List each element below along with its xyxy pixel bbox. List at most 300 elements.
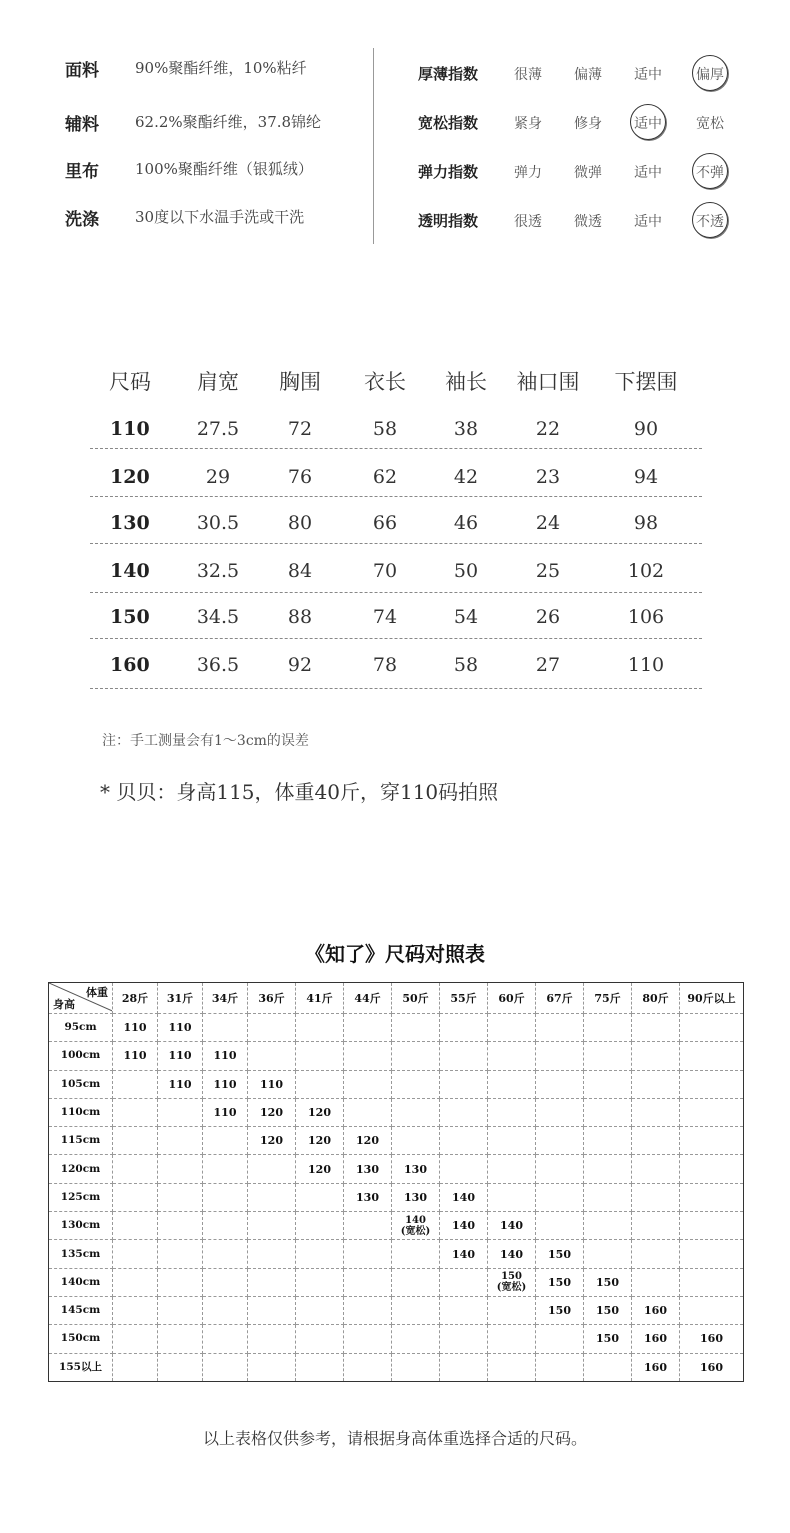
chart-row (49, 1155, 744, 1183)
chart-cell (488, 1155, 536, 1183)
chart-cell (440, 1098, 488, 1126)
index-option: 微透 (574, 214, 602, 230)
chart-cell (536, 1042, 584, 1070)
index-label: 透明指数 (418, 212, 479, 230)
chart-cell: 160 (632, 1325, 680, 1353)
size-table-header: 尺码 (109, 370, 151, 394)
chart-cell (536, 1325, 584, 1353)
chart-row (49, 1042, 744, 1070)
material-label: 面料 (65, 61, 99, 81)
index-option: 不弹 (696, 165, 724, 181)
chart-cell (440, 1042, 488, 1070)
chart-cell (113, 1296, 158, 1324)
chart-cell (584, 1240, 632, 1268)
chart-cell (113, 1212, 158, 1240)
chart-cell (203, 1353, 248, 1381)
index-option: 很薄 (514, 67, 542, 83)
chart-cell (536, 1014, 584, 1042)
chart-cell (158, 1212, 203, 1240)
chart-cell (488, 1183, 536, 1211)
chart-cell (248, 1183, 296, 1211)
size-table-cell: 22 (535, 418, 561, 440)
corner-height-label: 身高 (53, 998, 75, 1011)
chart-cell (584, 1098, 632, 1126)
index-option: 适中 (634, 116, 662, 132)
chart-cell (113, 1155, 158, 1183)
size-table-cell: 50 (453, 560, 479, 582)
size-table-cell: 66 (372, 512, 398, 534)
size-table-size: 150 (110, 606, 150, 628)
chart-cell: 140 (440, 1212, 488, 1240)
height-header: 125cm (49, 1183, 113, 1211)
model-info: * 贝贝：身高115，体重40斤，穿110码拍照 (100, 780, 499, 804)
chart-cell (113, 1325, 158, 1353)
index-option: 弹力 (514, 165, 542, 181)
chart-cell: 110 (113, 1014, 158, 1042)
chart-cell (158, 1296, 203, 1324)
size-table-cell: 90 (633, 418, 659, 440)
index-option: 很透 (514, 214, 542, 230)
chart-cell (203, 1183, 248, 1211)
size-table-size: 130 (110, 512, 150, 534)
height-header: 95cm (49, 1014, 113, 1042)
chart-cell (488, 1127, 536, 1155)
chart-cell (488, 1325, 536, 1353)
chart-cell (392, 1296, 440, 1324)
chart-cell (392, 1212, 440, 1240)
chart-cell (203, 1127, 248, 1155)
chart-cell (113, 1353, 158, 1381)
chart-cell: 110 (248, 1070, 296, 1098)
chart-row (49, 1183, 744, 1211)
chart-cell (680, 1296, 744, 1324)
chart-cell (296, 1325, 344, 1353)
size-table-size: 110 (110, 418, 150, 440)
chart-cell (680, 1098, 744, 1126)
chart-cell: 120 (296, 1155, 344, 1183)
chart-cell (296, 1014, 344, 1042)
chart-cell: 120 (296, 1127, 344, 1155)
chart-cell: 140 (488, 1240, 536, 1268)
row-divider (90, 638, 702, 639)
index-option: 适中 (634, 165, 662, 181)
size-table-cell: 27.5 (196, 418, 240, 440)
size-table-cell: 25 (535, 560, 561, 582)
size-table-cell: 58 (453, 654, 479, 676)
index-label: 宽松指数 (418, 114, 479, 132)
size-table-cell: 32.5 (196, 560, 240, 582)
size-table-cell: 29 (205, 466, 231, 488)
chart-cell-note: (宽松) (496, 1282, 527, 1294)
chart-cell (392, 1325, 440, 1353)
index-option: 偏厚 (696, 67, 724, 83)
chart-cell (248, 1325, 296, 1353)
chart-cell (488, 1268, 536, 1296)
chart-cell: 150 (536, 1296, 584, 1324)
size-table-size: 140 (110, 560, 150, 582)
chart-cell (536, 1155, 584, 1183)
chart-cell: 120 (248, 1098, 296, 1126)
chart-cell (113, 1098, 158, 1126)
chart-cell (296, 1042, 344, 1070)
selected-circle-icon (692, 55, 728, 91)
chart-cell (248, 1014, 296, 1042)
size-table-cell: 54 (453, 606, 479, 628)
chart-cell (248, 1296, 296, 1324)
chart-cell (296, 1183, 344, 1211)
chart-cell: 160 (632, 1353, 680, 1381)
chart-cell: 140 (488, 1212, 536, 1240)
chart-cell (440, 1070, 488, 1098)
chart-cell: 150 (584, 1296, 632, 1324)
chart-cell (632, 1014, 680, 1042)
chart-cell: 130 (392, 1155, 440, 1183)
height-header: 100cm (49, 1042, 113, 1070)
material-value: 100%聚酯纤维（银狐绒） (135, 160, 313, 178)
index-option: 修身 (574, 116, 602, 132)
height-header: 145cm (49, 1296, 113, 1324)
weight-header: 34斤 (203, 983, 248, 1014)
chart-cell: 150 (536, 1268, 584, 1296)
chart-cell (113, 1268, 158, 1296)
chart-cell (488, 1014, 536, 1042)
chart-cell (248, 1240, 296, 1268)
chart-cell (203, 1296, 248, 1324)
chart-cell: 150 (584, 1325, 632, 1353)
chart-cell (440, 1014, 488, 1042)
index-label: 厚薄指数 (418, 65, 479, 83)
height-header: 140cm (49, 1268, 113, 1296)
chart-title: 《知了》尺码对照表 (305, 942, 485, 966)
size-table-cell: 24 (535, 512, 561, 534)
chart-cell (248, 1042, 296, 1070)
chart-cell: 130 (344, 1155, 392, 1183)
index-option: 宽松 (696, 116, 724, 132)
material-label: 洗涤 (65, 210, 99, 230)
chart-cell (488, 1098, 536, 1126)
height-header: 130cm (49, 1212, 113, 1240)
index-option: 偏薄 (574, 67, 602, 83)
chart-cell: 160 (632, 1296, 680, 1324)
chart-cell (680, 1268, 744, 1296)
chart-cell: 120 (296, 1098, 344, 1126)
corner-weight-label: 体重 (86, 986, 108, 999)
weight-header: 90斤以上 (680, 983, 744, 1014)
chart-cell (536, 1127, 584, 1155)
chart-cell (203, 1212, 248, 1240)
chart-cell (344, 1014, 392, 1042)
measurement-note: 注：手工测量会有1～3cm的误差 (102, 733, 309, 749)
size-table-cell: 26 (535, 606, 561, 628)
chart-cell (488, 1353, 536, 1381)
chart-cell-note: (宽松) (400, 1225, 431, 1237)
size-comparison-table (48, 982, 744, 1382)
size-table-cell: 27 (535, 654, 561, 676)
chart-cell (113, 1127, 158, 1155)
chart-cell (632, 1070, 680, 1098)
chart-cell (680, 1070, 744, 1098)
chart-cell (158, 1268, 203, 1296)
chart-cell (392, 1268, 440, 1296)
index-option: 不透 (696, 214, 724, 230)
chart-cell (680, 1212, 744, 1240)
weight-header: 44斤 (344, 983, 392, 1014)
weight-header: 41斤 (296, 983, 344, 1014)
chart-cell (680, 1183, 744, 1211)
material-value: 30度以下水温手洗或干洗 (135, 208, 305, 226)
chart-cell (344, 1098, 392, 1126)
material-label: 辅料 (65, 115, 99, 135)
size-table-cell: 46 (453, 512, 479, 534)
size-table-cell: 42 (453, 466, 479, 488)
size-table-cell: 70 (372, 560, 398, 582)
chart-cell: 160 (680, 1353, 744, 1381)
size-table-header: 袖口围 (516, 370, 580, 394)
chart-cell (248, 1268, 296, 1296)
weight-header: 67斤 (536, 983, 584, 1014)
chart-cell: 110 (113, 1042, 158, 1070)
chart-cell (632, 1212, 680, 1240)
index-option: 微弹 (574, 165, 602, 181)
size-table-cell: 36.5 (196, 654, 240, 676)
chart-row (49, 1325, 744, 1353)
chart-cell (158, 1127, 203, 1155)
chart-cell (248, 1353, 296, 1381)
height-header: 135cm (49, 1240, 113, 1268)
chart-cell (680, 1127, 744, 1155)
chart-cell: 110 (203, 1070, 248, 1098)
chart-cell (632, 1183, 680, 1211)
size-table-size: 160 (110, 654, 150, 676)
chart-cell (392, 1070, 440, 1098)
row-divider (90, 543, 702, 544)
chart-cell (296, 1212, 344, 1240)
row-divider (90, 448, 702, 449)
chart-cell: 110 (158, 1070, 203, 1098)
index-option: 适中 (634, 214, 662, 230)
index-option: 紧身 (514, 116, 542, 132)
chart-cell (488, 1070, 536, 1098)
size-table-cell: 30.5 (196, 512, 240, 534)
size-table-size: 120 (110, 466, 150, 488)
size-table-cell: 80 (287, 512, 313, 534)
size-table-cell: 106 (627, 606, 665, 628)
height-header: 110cm (49, 1098, 113, 1126)
chart-cell (344, 1070, 392, 1098)
chart-cell (584, 1070, 632, 1098)
weight-header: 50斤 (392, 983, 440, 1014)
chart-cell (344, 1042, 392, 1070)
chart-cell (392, 1042, 440, 1070)
chart-cell (632, 1155, 680, 1183)
chart-row (49, 1014, 744, 1042)
height-header: 155以上 (49, 1353, 113, 1381)
chart-cell (392, 1127, 440, 1155)
size-table-cell: 84 (287, 560, 313, 582)
size-table-cell: 62 (372, 466, 398, 488)
index-label: 弹力指数 (418, 163, 479, 181)
chart-cell (584, 1014, 632, 1042)
chart-cell (392, 1240, 440, 1268)
size-table-cell: 94 (633, 466, 659, 488)
chart-cell (440, 1325, 488, 1353)
chart-row (49, 1127, 744, 1155)
size-table-cell: 76 (287, 466, 313, 488)
weight-header: 80斤 (632, 983, 680, 1014)
chart-cell (680, 1042, 744, 1070)
chart-cell: 130 (344, 1183, 392, 1211)
chart-cell: 120 (248, 1127, 296, 1155)
chart-cell (296, 1353, 344, 1381)
chart-cell (632, 1042, 680, 1070)
weight-header: 28斤 (113, 983, 158, 1014)
chart-cell (344, 1325, 392, 1353)
material-value: 90%聚酯纤维，10%粘纤 (135, 59, 307, 77)
size-table-cell: 72 (287, 418, 313, 440)
chart-cell: 140 (440, 1183, 488, 1211)
chart-cell (584, 1155, 632, 1183)
weight-header: 55斤 (440, 983, 488, 1014)
chart-cell (296, 1296, 344, 1324)
size-table-header: 下摆围 (614, 370, 678, 394)
chart-cell (584, 1127, 632, 1155)
size-table-cell: 88 (287, 606, 313, 628)
chart-row (49, 1296, 744, 1324)
chart-cell (536, 1212, 584, 1240)
chart-row (49, 1268, 744, 1296)
chart-cell (158, 1183, 203, 1211)
chart-cell (248, 1155, 296, 1183)
chart-cell (392, 1353, 440, 1381)
corner-header (49, 983, 113, 1014)
chart-cell (536, 1098, 584, 1126)
chart-row (49, 1098, 744, 1126)
height-header: 115cm (49, 1127, 113, 1155)
size-table-cell: 98 (633, 512, 659, 534)
chart-cell (392, 1014, 440, 1042)
chart-cell (584, 1183, 632, 1211)
footer-note: 以上表格仅供参考，请根据身高体重选择合适的尺码。 (202, 1429, 587, 1448)
weight-header: 75斤 (584, 983, 632, 1014)
chart-cell (632, 1240, 680, 1268)
chart-cell: 130 (392, 1183, 440, 1211)
height-header: 150cm (49, 1325, 113, 1353)
height-header: 105cm (49, 1070, 113, 1098)
chart-cell (113, 1070, 158, 1098)
chart-cell (440, 1353, 488, 1381)
size-table-header: 衣长 (364, 370, 406, 394)
chart-cell (440, 1155, 488, 1183)
chart-row (49, 1212, 744, 1240)
chart-cell: 160 (680, 1325, 744, 1353)
size-table-cell: 102 (627, 560, 665, 582)
index-option: 适中 (634, 67, 662, 83)
selected-circle-icon (630, 104, 666, 140)
chart-cell (680, 1155, 744, 1183)
selected-circle-icon (692, 153, 728, 189)
chart-cell (158, 1155, 203, 1183)
chart-cell (488, 1296, 536, 1324)
chart-cell (536, 1353, 584, 1381)
vertical-divider (373, 48, 374, 244)
weight-header: 31斤 (158, 983, 203, 1014)
size-table-header: 袖长 (445, 370, 487, 394)
chart-cell: 120 (344, 1127, 392, 1155)
chart-cell (113, 1183, 158, 1211)
chart-row (49, 1353, 744, 1381)
chart-cell (344, 1212, 392, 1240)
chart-cell (203, 1155, 248, 1183)
size-table-cell: 92 (287, 654, 313, 676)
chart-cell (158, 1353, 203, 1381)
weight-header: 60斤 (488, 983, 536, 1014)
chart-cell (203, 1325, 248, 1353)
chart-cell (344, 1353, 392, 1381)
material-label: 里布 (65, 162, 99, 182)
chart-cell (296, 1070, 344, 1098)
chart-cell (440, 1268, 488, 1296)
size-table-cell: 58 (372, 418, 398, 440)
chart-cell (488, 1042, 536, 1070)
chart-cell (680, 1240, 744, 1268)
material-value: 62.2%聚酯纤维，37.8锦纶 (135, 113, 322, 131)
chart-cell-size: 150 (501, 1271, 522, 1283)
chart-cell (440, 1296, 488, 1324)
chart-cell (536, 1183, 584, 1211)
chart-cell (632, 1268, 680, 1296)
chart-row (49, 1240, 744, 1268)
size-table-cell: 110 (627, 654, 665, 676)
chart-cell: 110 (158, 1014, 203, 1042)
row-divider (90, 592, 702, 593)
chart-cell (584, 1212, 632, 1240)
chart-cell (584, 1353, 632, 1381)
size-table-cell: 38 (453, 418, 479, 440)
chart-cell (113, 1240, 158, 1268)
chart-cell (632, 1127, 680, 1155)
chart-cell (440, 1127, 488, 1155)
selected-circle-icon (692, 202, 728, 238)
chart-cell: 150 (536, 1240, 584, 1268)
row-divider (90, 688, 702, 689)
chart-cell (344, 1296, 392, 1324)
chart-cell (536, 1070, 584, 1098)
chart-cell: 110 (203, 1042, 248, 1070)
chart-cell (158, 1325, 203, 1353)
corner-cell (49, 983, 112, 1013)
size-table-header: 肩宽 (197, 370, 239, 394)
chart-cell: 140 (440, 1240, 488, 1268)
chart-cell (584, 1042, 632, 1070)
chart-cell: 110 (203, 1098, 248, 1126)
chart-cell: 150 (584, 1268, 632, 1296)
chart-cell (203, 1014, 248, 1042)
chart-cell (344, 1268, 392, 1296)
chart-row (49, 1070, 744, 1098)
size-table-header: 胸围 (279, 370, 321, 394)
weight-header: 36斤 (248, 983, 296, 1014)
chart-cell (158, 1098, 203, 1126)
chart-cell (203, 1240, 248, 1268)
chart-cell (296, 1268, 344, 1296)
chart-cell: 110 (158, 1042, 203, 1070)
chart-cell (158, 1240, 203, 1268)
height-header: 120cm (49, 1155, 113, 1183)
chart-cell (203, 1268, 248, 1296)
size-table-cell: 23 (535, 466, 561, 488)
chart-cell (680, 1014, 744, 1042)
size-table-cell: 74 (372, 606, 398, 628)
